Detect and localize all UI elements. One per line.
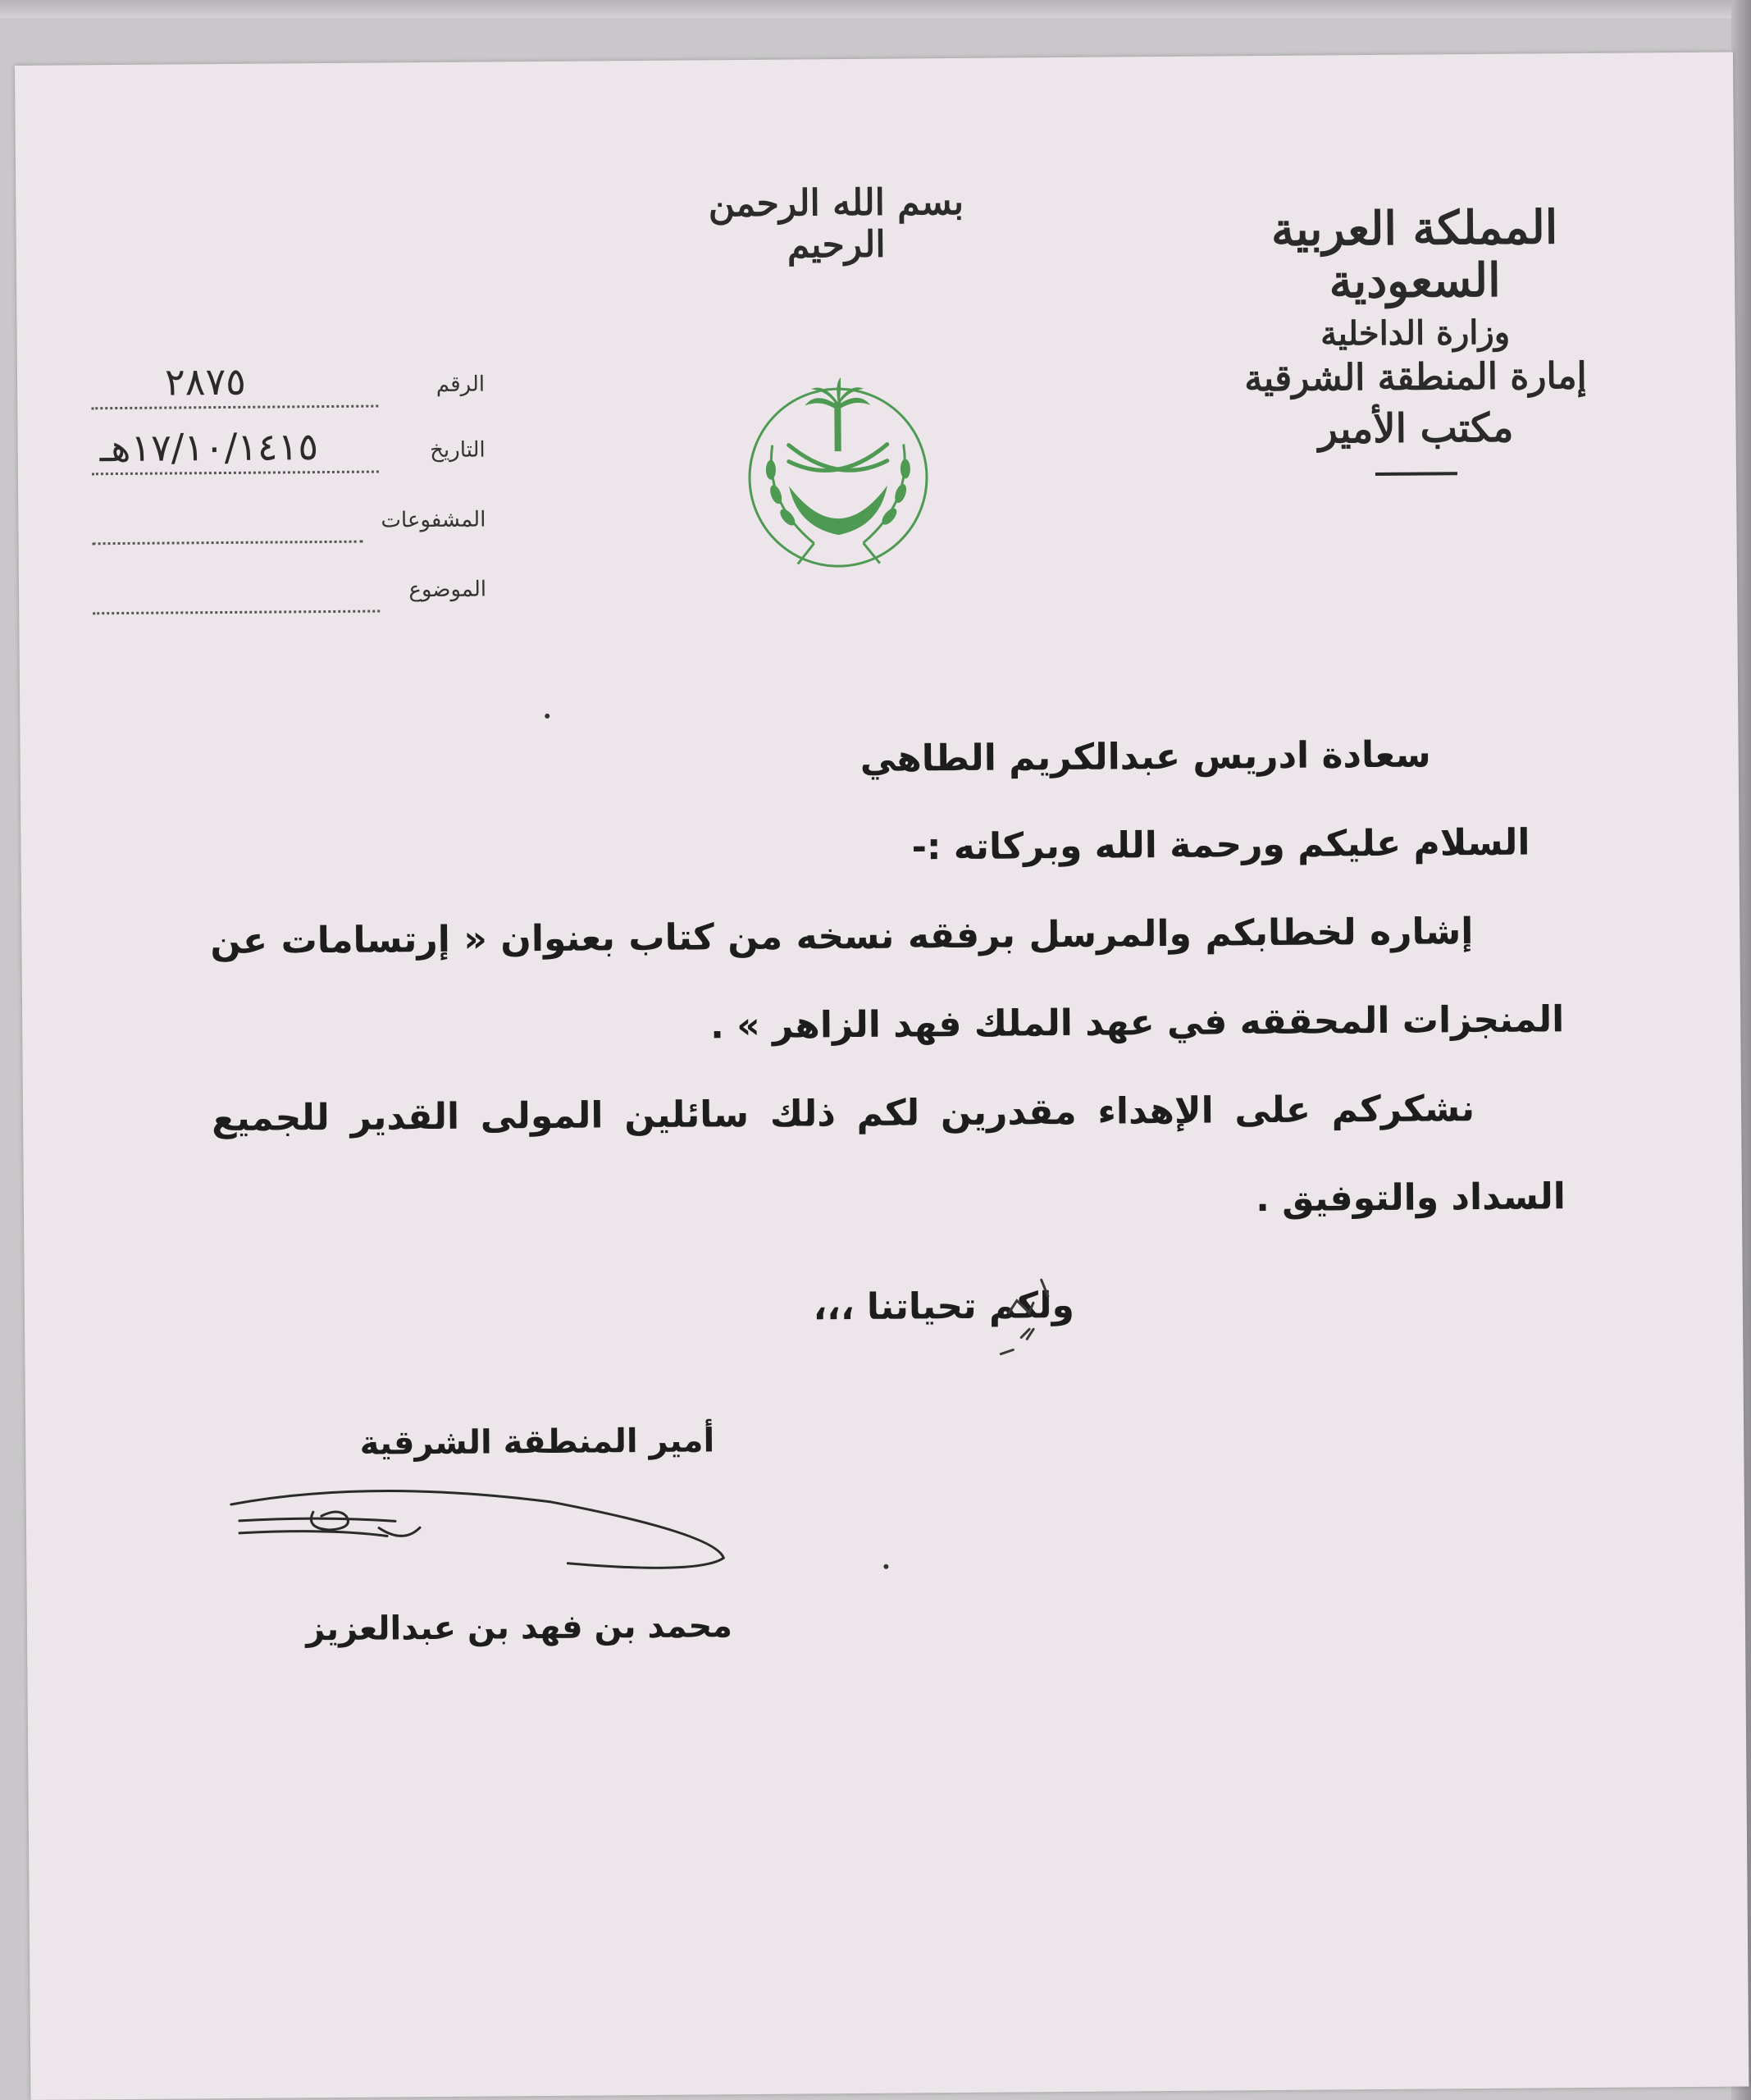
letter-paper bbox=[15, 52, 1749, 2100]
reference-date-value: ١٧/١٠/١٤١٥هـ bbox=[99, 424, 319, 471]
speck-mark bbox=[883, 1564, 888, 1569]
signatory-name: محمد بن فهد بن عبدالعزيز bbox=[305, 1607, 733, 1649]
bismillah-heading: بسم الله الرحمن الرحيم bbox=[708, 180, 964, 267]
region-name: إمارة المنطقة الشرقية bbox=[1244, 354, 1587, 400]
signatory-title: أمير المنطقة الشرقية bbox=[359, 1422, 715, 1463]
reference-date-dots bbox=[92, 471, 379, 476]
addressee-line: سعادة ادريس عبدالكريم الطاهي bbox=[860, 733, 1431, 780]
subject-dots bbox=[93, 610, 380, 615]
closing-line: ولكم تحياتنا ،،، bbox=[813, 1284, 1075, 1329]
attachments-label: المشفوعات bbox=[381, 507, 486, 533]
reference-number-value: ٢٨٧٥ bbox=[164, 358, 247, 404]
kingdom-name: المملكة العربية السعودية bbox=[1270, 200, 1558, 309]
handwritten-note-mark bbox=[951, 1263, 1067, 1371]
ministry-name: وزارة الداخلية bbox=[1320, 313, 1511, 354]
greeting-line: السلام عليكم ورحمة الله وبركاته :- bbox=[911, 821, 1530, 869]
paragraph-reference: إشاره لخطابكم والمرسل برفقه نسخه من كتاب بعنوان « إرتسامات عن المنجزات المحققه في عهد الملك فهد الزاهر » . bbox=[210, 911, 1565, 1048]
signature-block bbox=[271, 1422, 732, 1648]
letterhead-rule bbox=[1375, 472, 1457, 476]
handwritten-signature bbox=[206, 1468, 732, 1595]
subject-row bbox=[93, 571, 486, 623]
subject-label: الموضوع bbox=[408, 577, 487, 603]
scan-edge-top bbox=[0, 0, 1751, 18]
saudi-emblem-palm-swords-icon bbox=[739, 362, 937, 577]
reference-date-label: التاريخ bbox=[430, 437, 486, 463]
letterhead bbox=[1201, 201, 1630, 477]
office-name: مكتب الأمير bbox=[1318, 405, 1514, 453]
reference-number-dots bbox=[91, 405, 378, 410]
paragraph-thanks: نشكركم على الإهداء مقدرين لكم ذلك سائلين المولى القدير للجميع السداد والتوفيق . bbox=[211, 1088, 1566, 1221]
letter-body bbox=[208, 710, 1566, 1357]
reference-number-row bbox=[91, 358, 486, 418]
attachments-row bbox=[92, 501, 486, 554]
attachments-dots bbox=[93, 541, 363, 546]
reference-number-label: الرقم bbox=[435, 372, 486, 397]
reference-date-row bbox=[92, 424, 486, 484]
speck-mark bbox=[545, 714, 549, 719]
